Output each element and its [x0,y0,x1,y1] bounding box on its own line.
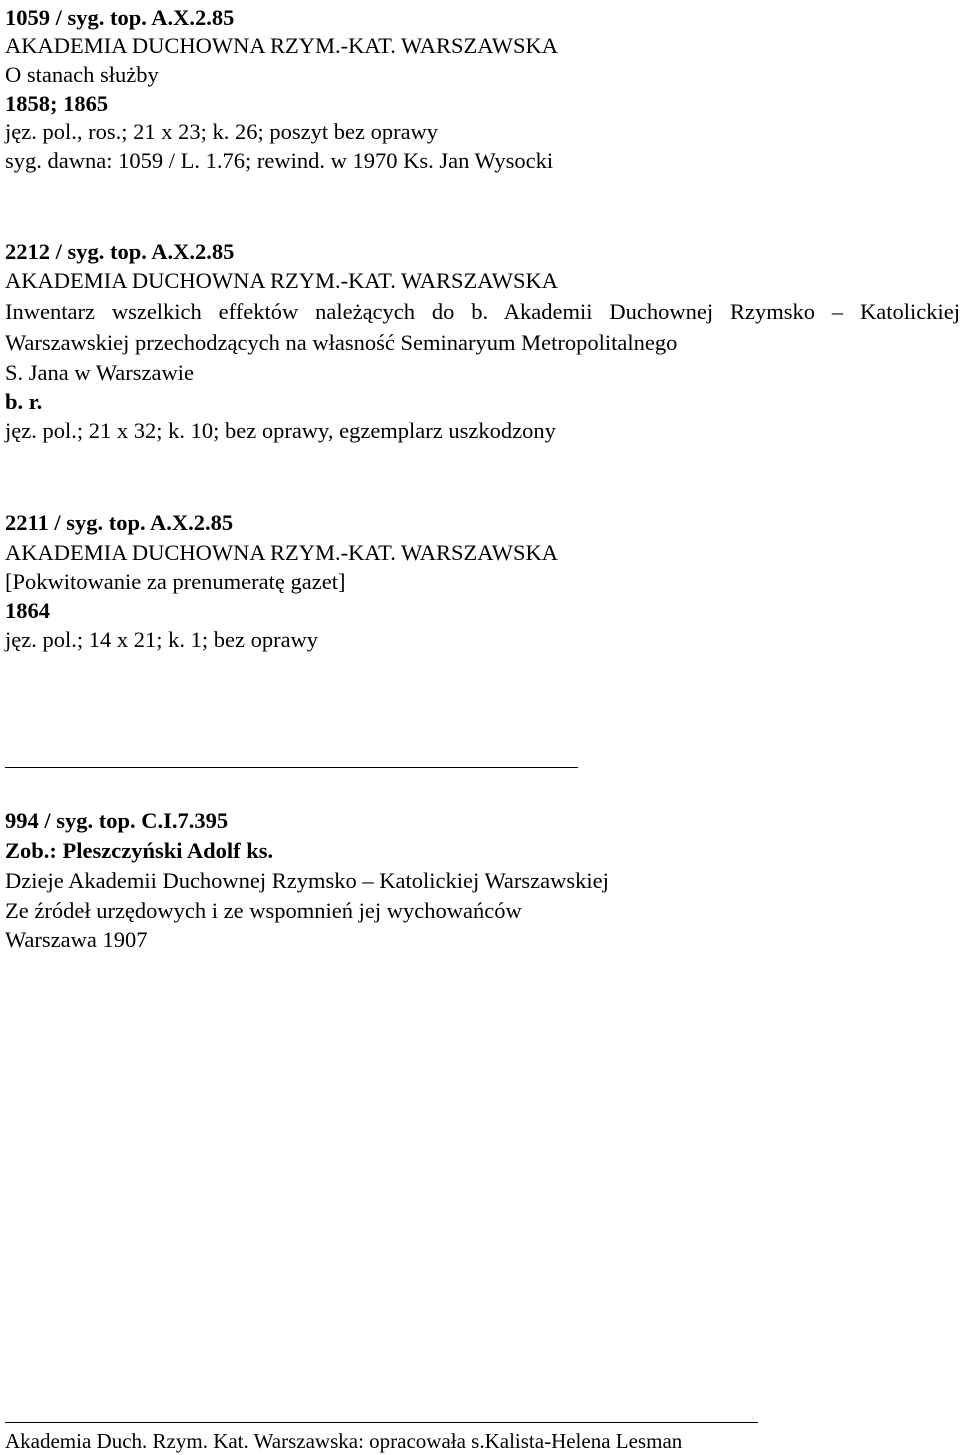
entry-institution: AKADEMIA DUCHOWNA RZYM.-KAT. WARSZAWSKA [5,540,558,565]
entry-signature: 2212 / syg. top. A.X.2.85 [5,239,235,264]
entry-signature: 2211 / syg. top. A.X.2.85 [5,510,234,535]
footer-rule [5,1422,758,1423]
entry-description: jęz. pol., ros.; 21 x 23; k. 26; poszyt bez oprawy [5,119,439,144]
entry-dates: 1858; 1865 [5,91,109,116]
entry-description: jęz. pol.; 21 x 32; k. 10; bez oprawy, egzemplarz uszkodzony [5,418,556,443]
entry-description: jęz. pol.; 14 x 21; k. 1; bez oprawy [5,627,319,652]
entry-dates: 1864 [5,598,50,623]
section-separator [5,767,578,768]
entry-title: [Pokwitowanie za prenumeratę gazet] [5,569,346,594]
entry-signature: 1059 / syg. top. A.X.2.85 [5,5,235,30]
entry-place-year: Warszawa 1907 [5,927,148,952]
page-footer: Akademia Duch. Rzym. Kat. Warszawska: opracowała s.Kalista-Helena Lesman [5,1429,683,1453]
entry-institution: AKADEMIA DUCHOWNA RZYM.-KAT. WARSZAWSKA [5,33,558,58]
entry-signature: 994 / syg. top. C.I.7.395 [5,808,229,833]
entry-title-line-1: Dzieje Akademii Duchownej Rzymsko – Katolickiej Warszawskiej [5,868,609,893]
entry-title-line-2: Ze źródeł urzędowych i ze wspomnień jej wychowańców [5,898,522,923]
entry-dates: b. r. [5,389,43,414]
entry-title-line-2: Warszawskiej przechodzących na własność Seminaryum Metropolitalnego [5,330,678,355]
entry-institution: AKADEMIA DUCHOWNA RZYM.-KAT. WARSZAWSKA [5,268,558,293]
entry-notes: syg. dawna: 1059 / L. 1.76; rewind. w 1970 Ks. Jan Wysocki [5,148,554,173]
entry-see-also: Zob.: Pleszczyński Adolf ks. [5,838,274,863]
entry-title: O stanach służby [5,62,159,87]
entry-title-line-1: Inwentarz wszelkich effektów należących do b. Akademii Duchownej Rzymsko – Katolickiej [5,299,960,324]
entry-title-line-3: S. Jana w Warszawie [5,360,194,385]
